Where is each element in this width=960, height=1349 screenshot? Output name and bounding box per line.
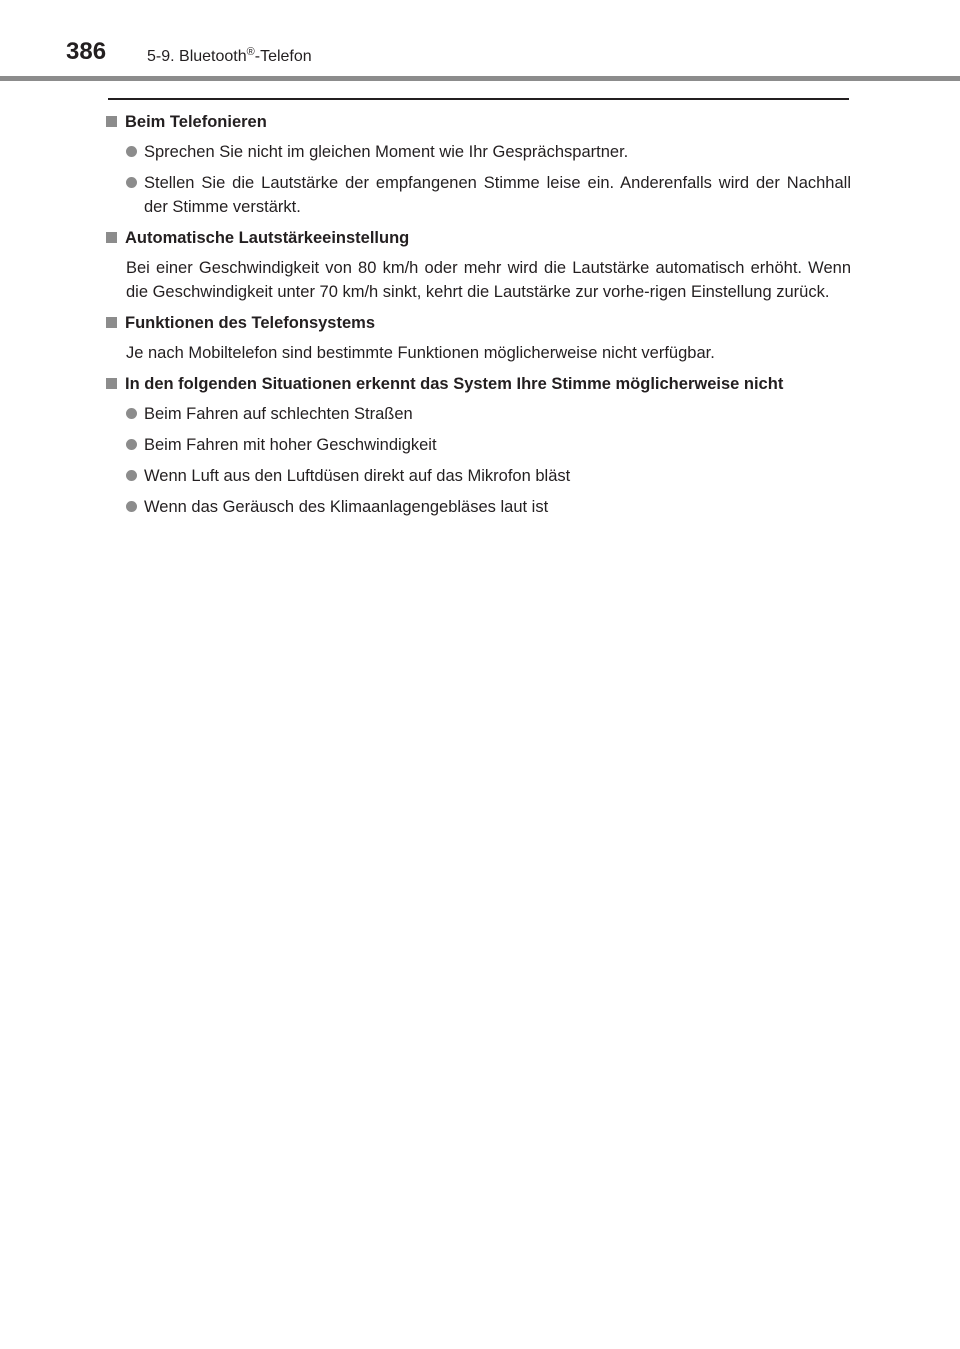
section-heading-text: In den folgenden Situationen erkennt das System Ihre Stimme möglicherweise nicht xyxy=(125,375,784,393)
list-item-text: Wenn Luft aus den Luftdüsen direkt auf das Mikrofon bläst xyxy=(144,467,571,485)
list-item xyxy=(126,495,851,519)
section-stimmerkennung xyxy=(106,372,851,519)
square-bullet-icon xyxy=(106,317,117,328)
section-title-prefix: 5-9. Bluetooth xyxy=(147,48,247,65)
list-item-text: Beim Fahren auf schlechten Straßen xyxy=(144,405,413,423)
content-area xyxy=(106,110,851,526)
circle-bullet-icon xyxy=(126,177,137,188)
section-beim-telefonieren xyxy=(106,110,851,219)
list-item-text: Stellen Sie die Lautstärke der empfangenen Stimme leise ein. Anderenfalls wird der Nachhall der Stimme verstärkt. xyxy=(144,174,851,216)
section-funktionen-telefonsystem xyxy=(106,311,851,365)
section-paragraph: Bei einer Geschwindigkeit von 80 km/h oder mehr wird die Lautstärke automatisch erhöht. Wenn die Geschwindigkeit unter 70 km/h sinkt, kehrt die Lautstärke zur vorhe-rigen Einstellung zurück. xyxy=(126,259,851,301)
list-item xyxy=(126,171,851,219)
list-item xyxy=(126,433,851,457)
list-item xyxy=(126,402,851,426)
circle-bullet-icon xyxy=(126,146,137,157)
circle-bullet-icon xyxy=(126,408,137,419)
section-paragraph: Je nach Mobiltelefon sind bestimmte Funktionen möglicherweise nicht verfügbar. xyxy=(126,344,715,362)
section-heading xyxy=(106,372,851,396)
content-divider xyxy=(108,98,849,100)
section-title xyxy=(147,46,312,66)
list-item-text: Sprechen Sie nicht im gleichen Moment wie Ihr Gesprächspartner. xyxy=(144,143,629,161)
circle-bullet-icon xyxy=(126,470,137,481)
section-heading xyxy=(106,110,851,134)
square-bullet-icon xyxy=(106,378,117,389)
section-heading-text: Beim Telefonieren xyxy=(125,113,267,131)
section-title-suffix: -Telefon xyxy=(254,48,312,65)
registered-mark: ® xyxy=(246,46,255,58)
section-heading-text: Automatische Lautstärkeeinstellung xyxy=(125,229,410,247)
circle-bullet-icon xyxy=(126,439,137,450)
section-heading-text: Funktionen des Telefonsystems xyxy=(125,314,375,332)
list-item xyxy=(126,140,851,164)
square-bullet-icon xyxy=(106,116,117,127)
list-item-text: Beim Fahren mit hoher Geschwindigkeit xyxy=(144,436,437,454)
page-number: 386 xyxy=(66,38,107,65)
square-bullet-icon xyxy=(106,232,117,243)
header-divider xyxy=(0,76,960,81)
section-heading xyxy=(106,311,851,335)
list-item-text: Wenn das Geräusch des Klimaanlagengebläses laut ist xyxy=(144,498,549,516)
circle-bullet-icon xyxy=(126,501,137,512)
section-automatische-lautstaerke xyxy=(106,226,851,304)
section-heading xyxy=(106,226,851,250)
list-item xyxy=(126,464,851,488)
